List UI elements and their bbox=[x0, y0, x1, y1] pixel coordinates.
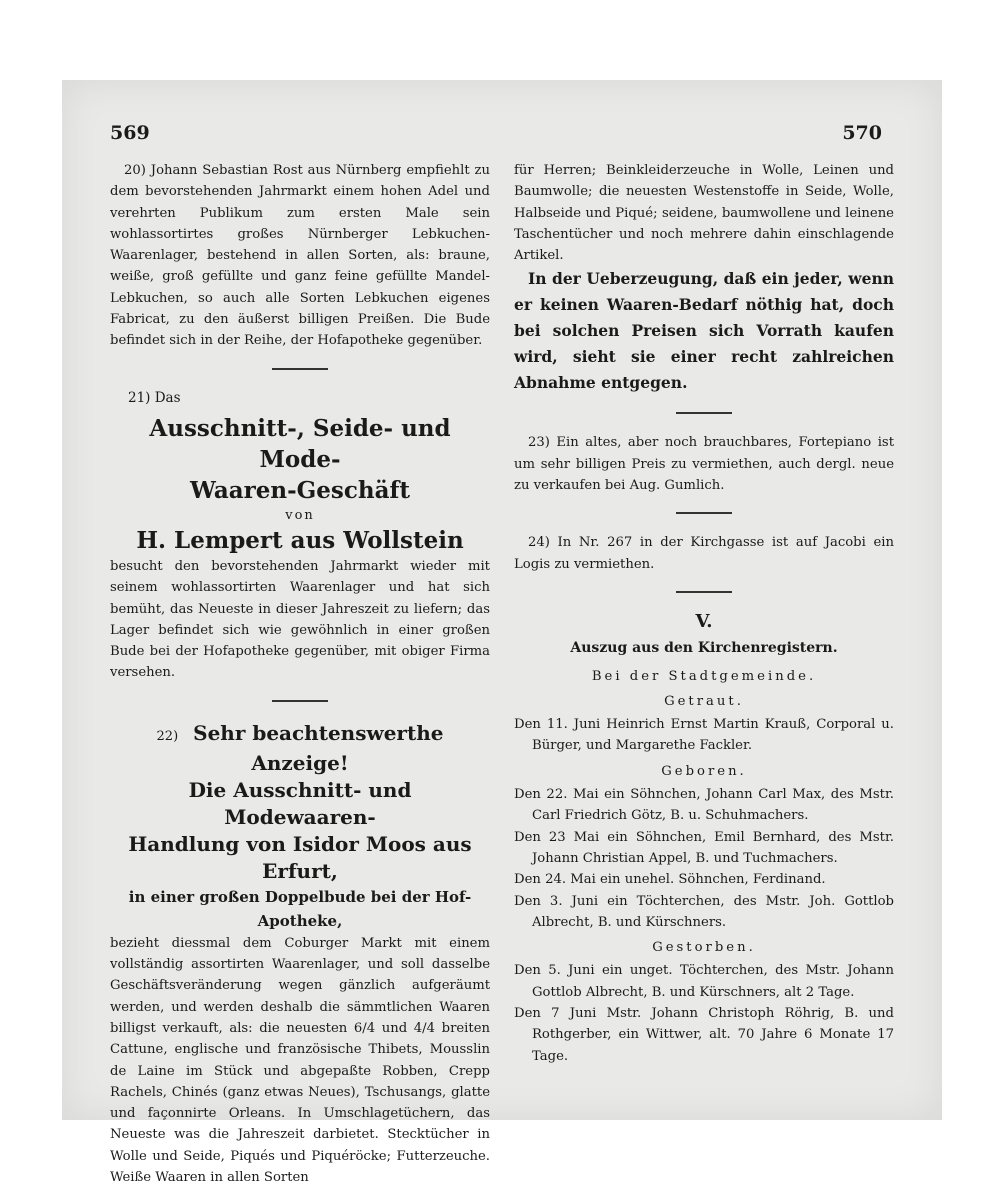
ad-22-firm-line-1: Die Ausschnitt- und Modewaaren- bbox=[188, 777, 412, 829]
ad-21-number: 21) Das bbox=[128, 389, 181, 406]
right-column bbox=[514, 160, 894, 1067]
ad-22-body: bezieht diessmal dem Coburger Markt mit einem vollständig assortirten Waarenlager, und soll dasselbe Geschäftsveränderung wegen gänzlich aufgeräumt werden, und werden deshalb die sämmtlichen Waaren billigst verkauft, als: die neuesten 6/4 und 4/4 breiten Cattune, englische und französische Thibets, Mousslin de Laine im Stück und abgepaßte Robben, Crepp Rachels, Chinés (ganz etwas Neues), Tschusangs, glatte und façonnirte Orleans. In Umschlagetüchern, das Neueste was die Jahreszeit darbietet. Stecktücher in Wolle und Seide, Piqués und Piquéröcke; Futterzeuche. Weiße Waaren in allen Sorten bbox=[110, 935, 490, 1186]
ad-22-location: in einer großen Doppelbude bei der Hof-Apotheke, bbox=[128, 887, 472, 930]
married-heading: Getraut. bbox=[664, 693, 744, 709]
ad-22-heading: Sehr beachtenswerthe Anzeige! bbox=[193, 720, 444, 775]
ad-21-merchant-name: H. Lempert aus Wollstein bbox=[136, 526, 464, 554]
ad-22-continuation: für Herren; Beinkleiderzeuche in Wolle, Leinen und Baumwolle; die neuesten Westenstoffe in Seide, Wolle, Halbseide und Piqué; seidene, baumwollene und leinene Taschentücher und noch mehrere dahin einschlagende Artikel. bbox=[514, 163, 894, 264]
died-entry: Den 7 Juni Mstr. Johann Christoph Röhrig, B. und Rothgerber, ein Wittwer, alt. 70 Jahre 6 Monate 17 Tage. bbox=[514, 1006, 894, 1064]
divider bbox=[676, 512, 732, 514]
born-entry: Den 22. Mai ein Söhnchen, Johann Carl Max, des Mstr. Carl Friedrich Götz, B. u. Schuhmachers. bbox=[514, 787, 894, 824]
divider bbox=[676, 412, 732, 414]
divider bbox=[272, 700, 328, 702]
born-entry: Den 23 Mai ein Söhnchen, Emil Bernhard, des Mstr. Johann Christian Appel, B. und Tuchmachers. bbox=[514, 829, 894, 866]
newspaper-page bbox=[62, 80, 942, 1186]
divider bbox=[272, 368, 328, 370]
ad-21-heading-line-2: Waaren-Geschäft bbox=[189, 476, 411, 504]
died-heading: Gestorben. bbox=[652, 940, 756, 956]
ad-20: 20) Johann Sebastian Rost aus Nürnberg empfiehlt zu dem bevorstehenden Jahrmarkt einem hohen Adel und verehrten Publikum zum ersten Male sein wohlassortirtes großes Nürnberger Lebkuchen-Waarenlager, bestehend in allen Sorten, als: braune, weiße, groß gefüllte und ganz feine gefüllte Mandel-Lebkuchen, so auch alle Sorten Lebkuchen eigenes Fabricat, zu den äußerst billigen Preißen. Die Bude befindet sich in der Reihe, der Hofapotheke gegenüber. bbox=[110, 163, 490, 349]
divider bbox=[676, 591, 732, 593]
died-entry: Den 5. Juni ein unget. Töchterchen, des Mstr. Johann Gottlob Albrecht, B. und Kürschners, alt 2 Tage. bbox=[514, 963, 894, 1000]
page-number-right: 570 bbox=[842, 122, 882, 144]
ad-23: 23) Ein altes, aber noch brauchbares, Fortepiano ist um sehr billigen Preis zu vermiethen, auch dergl. neue zu verkaufen bei Aug. Gumlich. bbox=[514, 435, 894, 494]
page-number-left: 569 bbox=[110, 122, 150, 144]
ad-22-firm-line-3: Erfurt, bbox=[262, 858, 338, 883]
church-register-title: Auszug aus den Kirchenregistern. bbox=[570, 640, 838, 657]
ad-22-firm-line-2: Handlung von Isidor Moos aus bbox=[128, 831, 472, 856]
born-entry: Den 24. Mai ein unehel. Söhnchen, Ferdinand. bbox=[514, 872, 826, 888]
ad-22-closing-statement: In der Ueberzeugung, daß ein jeder, wenn er keinen Waaren-Bedarf nöthig hat, doch bei solchen Preisen sich Vorrath kaufen wird, sieht sie einer recht zahlreichen Abnahme entgegen. bbox=[514, 269, 894, 393]
born-heading: Geboren. bbox=[661, 763, 747, 779]
ad-21-von: von bbox=[285, 507, 315, 523]
ad-22-heading-row bbox=[110, 720, 490, 777]
ad-24: 24) In Nr. 267 in der Kirchgasse ist auf Jacobi ein Logis zu vermiethen. bbox=[514, 535, 894, 572]
section-number: V. bbox=[695, 610, 713, 632]
ad-22-number: 22) bbox=[156, 728, 179, 744]
born-entry: Den 3. Juni ein Töchterchen, des Mstr. Joh. Gottlob Albrecht, B. und Kürschners. bbox=[514, 893, 894, 930]
married-entry: Den 11. Juni Heinrich Ernst Martin Krauß, Corporal u. Bürger, und Margarethe Fackler. bbox=[514, 717, 894, 754]
parish-heading: Bei der Stadtgemeinde. bbox=[591, 668, 817, 684]
ad-21-body: besucht den bevorstehenden Jahrmarkt wieder mit seinem wohlassortirten Waarenlager und hat sich bemüht, das Neueste in dieser Jahreszeit zu liefern; das Lager befindet sich wie gewöhnlich in einer großen Bude bei der Hofapotheke gegenüber, mit obiger Firma versehen. bbox=[110, 558, 490, 681]
left-column bbox=[110, 160, 490, 1188]
ad-21-heading-line-1: Ausschnitt-, Seide- und Mode- bbox=[149, 414, 451, 473]
